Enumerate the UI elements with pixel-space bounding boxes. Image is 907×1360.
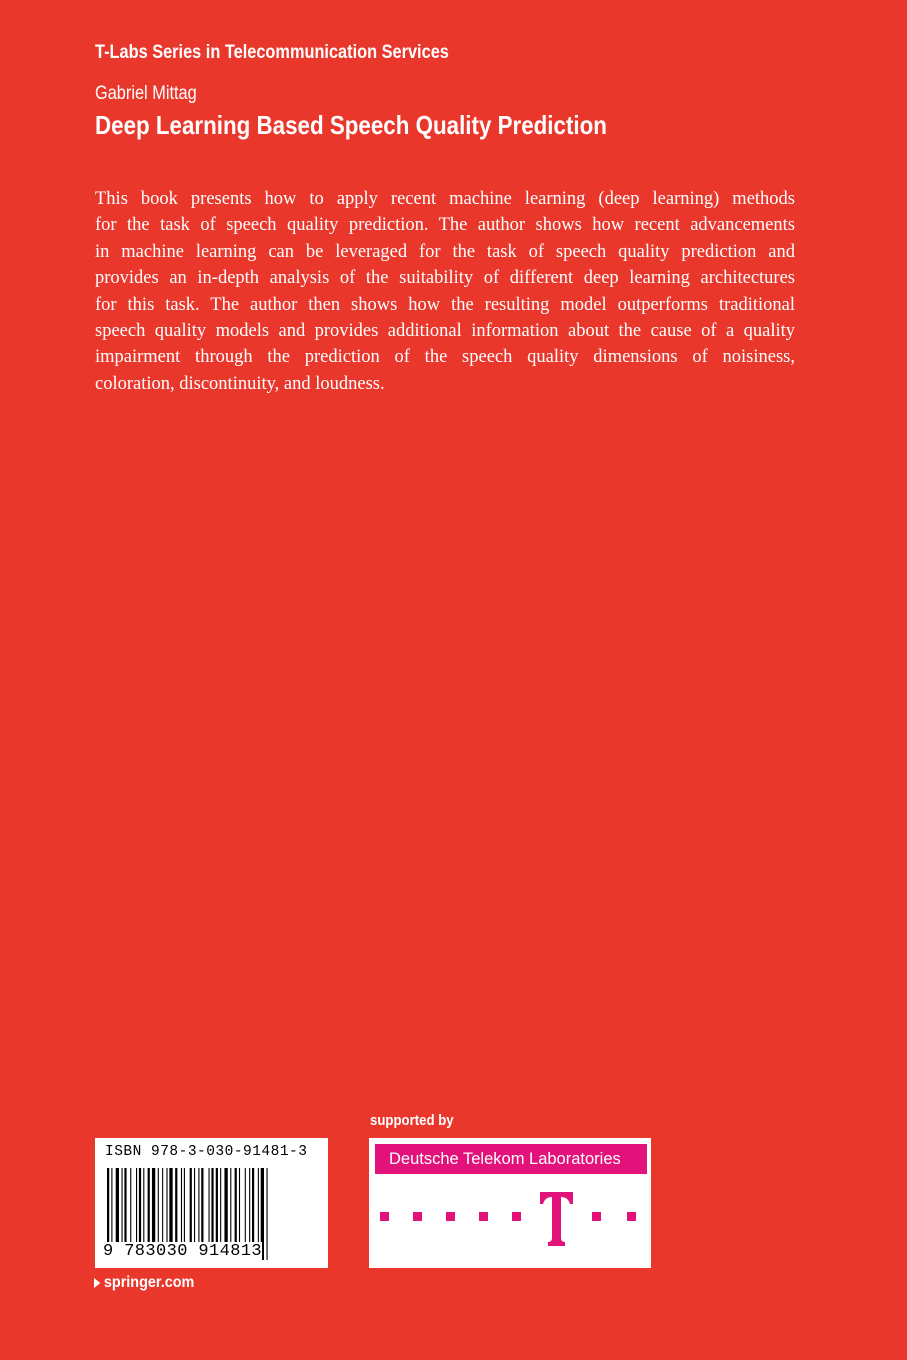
description-line: provides an in-depth analysis of the suitability of different deep learning architectures (95, 268, 795, 289)
description-line: speech quality models and provides additional information about the cause of a quality (95, 321, 795, 342)
isbn-label: ISBN 978-3-030-91481-3 (105, 1144, 308, 1160)
description-line: in machine learning can be leveraged for the task of speech quality prediction and (95, 241, 795, 262)
supported-by-label: supported by (370, 1112, 454, 1129)
book-title: Deep Learning Based Speech Quality Prediction (95, 110, 607, 140)
series-title: T-Labs Series in Telecommunication Services (95, 42, 449, 63)
sponsor-logo-panel (369, 1138, 651, 1268)
arrow-right-icon (94, 1278, 100, 1288)
springer-link-label: springer.com (103, 1274, 195, 1291)
description-line: impairment through the prediction of the speech quality dimensions of noisiness, (95, 347, 795, 368)
telekom-t-logo-icon (377, 1188, 643, 1252)
description-line: for this task. The author then shows how the resulting model outperforms traditional (95, 294, 795, 315)
description-line: This book presents how to apply recent machine learning (deep learning) methods (95, 189, 795, 209)
book-description (95, 186, 815, 397)
springer-link[interactable] (94, 1274, 194, 1292)
author-name: Gabriel Mittag (95, 83, 197, 104)
description-line: coloration, discontinuity, and loudness. (95, 373, 385, 394)
sponsor-name: Deutsche Telekom Laboratories (375, 1144, 647, 1174)
isbn-digits: 9 783030 914813 (103, 1242, 263, 1261)
description-line: for the task of speech quality prediction. The author shows how recent advancements (95, 215, 795, 236)
isbn-barcode-panel (95, 1138, 328, 1268)
